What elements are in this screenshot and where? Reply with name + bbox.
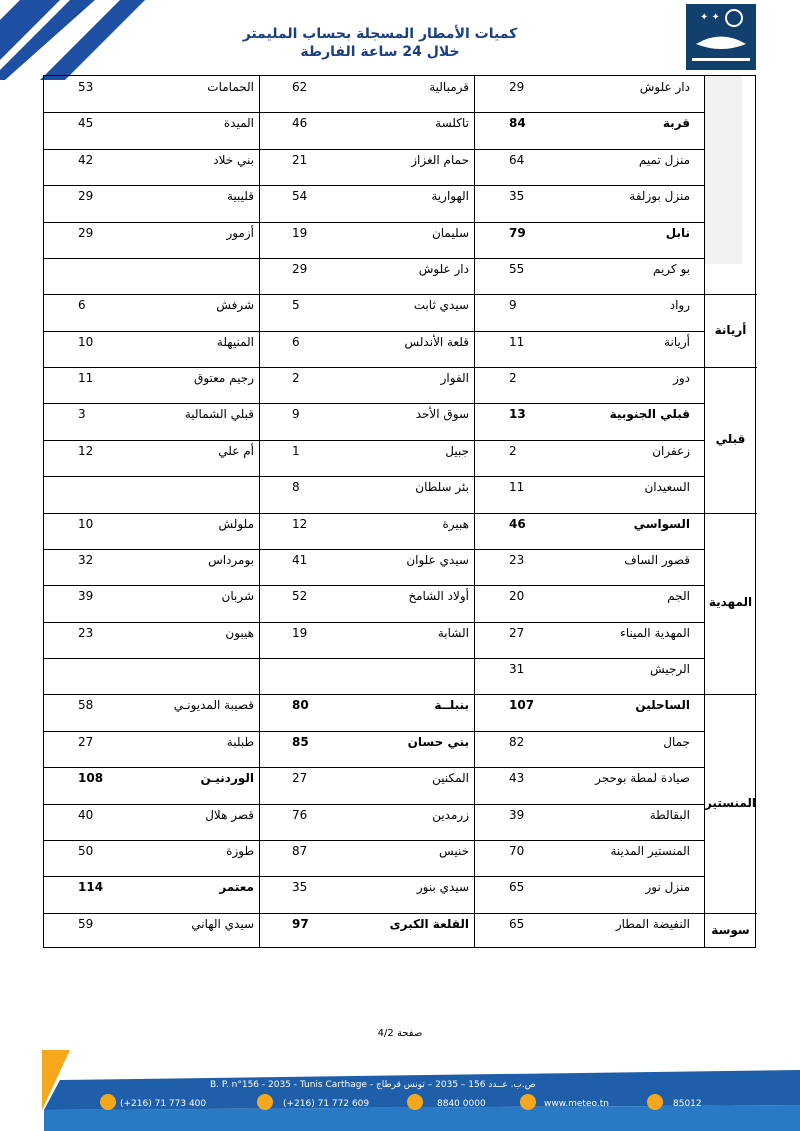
station-name: سيدي علوان bbox=[406, 552, 469, 567]
station-name: رواد bbox=[669, 298, 690, 313]
rainfall-value: 50 bbox=[78, 843, 94, 858]
station-name: دار علوش bbox=[418, 261, 469, 276]
rainfall-value: 46 bbox=[509, 516, 526, 531]
station-name: أولاد الشامخ bbox=[408, 589, 469, 604]
rainfall-value: 45 bbox=[78, 116, 94, 131]
row-divider bbox=[44, 513, 704, 514]
blank-governorate-cell bbox=[705, 76, 742, 264]
station-name: سيدي بنور bbox=[416, 880, 469, 895]
station-name: سيدي ثابت bbox=[413, 298, 469, 313]
row-divider bbox=[44, 476, 704, 477]
rainfall-table bbox=[43, 75, 756, 948]
svg-text:(+216) 71 773 400: (+216) 71 773 400 bbox=[120, 1099, 207, 1109]
page-subtitle: خلال 24 ساعة الفارطة bbox=[300, 44, 460, 60]
group-divider bbox=[704, 367, 757, 368]
globe-icon bbox=[520, 1094, 536, 1110]
row-divider bbox=[44, 840, 704, 841]
svg-text:(+216) 71 772 609: (+216) 71 772 609 bbox=[283, 1099, 370, 1109]
rainfall-value: 79 bbox=[509, 225, 526, 240]
station-name: النفيضة المطار bbox=[615, 916, 690, 931]
station-name: بنبلــة bbox=[434, 698, 469, 713]
rainfall-value: 54 bbox=[292, 189, 308, 204]
row-divider bbox=[44, 622, 704, 623]
rainfall-value: 42 bbox=[78, 152, 94, 167]
group-divider bbox=[704, 694, 757, 695]
rainfall-value: 2 bbox=[509, 443, 517, 458]
svg-text:85012: 85012 bbox=[673, 1099, 702, 1109]
page-number: صفحة 4/2 bbox=[377, 1028, 423, 1039]
station-name: القلعة الكبرى bbox=[389, 916, 469, 931]
rainfall-value: 35 bbox=[292, 880, 308, 895]
institute-logo bbox=[686, 4, 756, 70]
rainfall-value: 2 bbox=[292, 371, 300, 385]
station-name: جمال bbox=[663, 734, 690, 749]
row-divider bbox=[44, 112, 704, 113]
rainfall-value: 62 bbox=[292, 80, 308, 94]
corner-stripes-decoration bbox=[0, 0, 150, 80]
page-title: كميات الأمطار المسجلة بحساب المليمتر bbox=[242, 26, 518, 42]
station-name: منزل نور bbox=[645, 880, 690, 895]
station-name: بني حسان bbox=[407, 734, 469, 749]
station-name: قرمبالية bbox=[429, 80, 469, 94]
rainfall-value: 10 bbox=[78, 334, 94, 349]
footer-band bbox=[0, 1050, 800, 1131]
rainfall-value: 53 bbox=[78, 80, 94, 94]
station-name: بومرداس bbox=[208, 552, 254, 567]
rainfall-value: 58 bbox=[78, 698, 94, 713]
rainfall-value: 23 bbox=[509, 552, 525, 567]
rainfall-value: 2 bbox=[509, 371, 517, 385]
rainfall-value: 64 bbox=[509, 152, 525, 167]
station-name: سليمان bbox=[431, 225, 469, 240]
station-name: المنستير المدينة bbox=[610, 843, 690, 858]
station-name: الساحلين bbox=[635, 698, 690, 713]
station-name: السواسي bbox=[633, 516, 690, 531]
fax-icon bbox=[647, 1094, 663, 1110]
rainfall-value: 29 bbox=[78, 189, 94, 204]
station-name: طبلبة bbox=[226, 734, 254, 749]
rainfall-value: 114 bbox=[78, 880, 104, 895]
station-name: سوق الأحد bbox=[415, 407, 469, 422]
station-name: رجيم معتوق bbox=[194, 371, 254, 385]
rainfall-value: 41 bbox=[292, 552, 308, 567]
rainfall-value: 39 bbox=[509, 807, 525, 822]
station-name: الفوار bbox=[440, 371, 469, 385]
station-name: قلعة الأندلس bbox=[404, 334, 469, 349]
rainfall-value: 87 bbox=[292, 843, 308, 858]
station-name: منزل تميم bbox=[638, 152, 690, 167]
station-name: المهدية الميناء bbox=[620, 625, 690, 640]
station-name: بئر سلطان bbox=[415, 480, 469, 495]
station-name: منزل بوزلفة bbox=[629, 189, 690, 204]
row-divider bbox=[44, 258, 704, 259]
station-name: نابل bbox=[665, 225, 690, 240]
station-name: السعيدان bbox=[644, 480, 690, 495]
station-name: تاكلسة bbox=[435, 116, 469, 131]
rainfall-value: 5 bbox=[292, 298, 300, 313]
rainfall-value: 6 bbox=[292, 334, 300, 349]
rainfall-value: 11 bbox=[509, 334, 525, 349]
phone-icon bbox=[257, 1094, 273, 1110]
rainfall-value: 9 bbox=[509, 298, 517, 313]
station-name: هبيرة bbox=[442, 516, 469, 531]
rainfall-value: 32 bbox=[78, 552, 94, 567]
rainfall-value: 76 bbox=[292, 807, 308, 822]
station-name: الهوارية bbox=[431, 189, 469, 204]
rainfall-value: 27 bbox=[78, 734, 94, 749]
governorate-label: المنستير bbox=[704, 795, 757, 810]
row-divider bbox=[44, 403, 704, 404]
rainfall-value: 27 bbox=[509, 625, 525, 640]
column-divider bbox=[259, 76, 260, 947]
station-name: قليبية bbox=[226, 189, 254, 204]
station-name: قبلي الشمالية bbox=[184, 407, 254, 422]
column-divider bbox=[474, 76, 475, 947]
rainfall-value: 21 bbox=[292, 152, 308, 167]
rainfall-value: 11 bbox=[509, 480, 525, 495]
station-name: الجم bbox=[667, 589, 690, 604]
row-divider bbox=[44, 913, 704, 914]
rainfall-value: 46 bbox=[292, 116, 308, 131]
svg-text:✦ ✦: ✦ ✦ bbox=[700, 12, 720, 23]
rainfall-value: 11 bbox=[78, 371, 94, 385]
rainfall-value: 29 bbox=[509, 80, 525, 94]
rainfall-value: 40 bbox=[78, 807, 94, 822]
rainfall-value: 82 bbox=[509, 734, 525, 749]
station-name: شرفش bbox=[216, 298, 254, 313]
station-name: معتمر bbox=[219, 880, 254, 895]
rainfall-value: 80 bbox=[292, 698, 309, 713]
station-name: بني خلاد bbox=[213, 152, 254, 167]
rainfall-value: 31 bbox=[509, 662, 525, 676]
rainfall-value: 52 bbox=[292, 589, 308, 604]
group-divider bbox=[704, 913, 757, 914]
station-name: قربة bbox=[662, 116, 690, 131]
station-name: حمام الغزاز bbox=[411, 152, 469, 167]
station-name: قبلي الجنوبية bbox=[609, 407, 690, 422]
station-name: الشابة bbox=[437, 625, 469, 640]
station-name: هيبون bbox=[225, 625, 254, 640]
station-name: زعفران bbox=[652, 443, 690, 458]
rainfall-value: 13 bbox=[509, 407, 526, 422]
rainfall-value: 84 bbox=[509, 116, 526, 131]
rainfall-value: 43 bbox=[509, 771, 525, 786]
phone-icon bbox=[100, 1094, 116, 1110]
rainfall-value: 12 bbox=[78, 443, 94, 458]
rainfall-value: 70 bbox=[509, 843, 525, 858]
station-name: صيادة لمطة بوحجر bbox=[595, 771, 690, 786]
station-name: أزمور bbox=[226, 225, 254, 240]
row-divider bbox=[44, 585, 704, 586]
row-divider bbox=[44, 876, 704, 877]
row-divider bbox=[44, 440, 704, 441]
rainfall-value: 12 bbox=[292, 516, 308, 531]
row-divider bbox=[44, 185, 704, 186]
rainfall-value: 65 bbox=[509, 916, 525, 931]
svg-text:8840 0000: 8840 0000 bbox=[437, 1099, 486, 1109]
station-name: أريانة bbox=[664, 334, 690, 349]
governorate-label: سوسة bbox=[711, 922, 750, 937]
station-name: المكنين bbox=[432, 771, 469, 786]
rainfall-value: 27 bbox=[292, 771, 308, 786]
rainfall-value: 59 bbox=[78, 916, 94, 931]
station-name: المنيهلة bbox=[216, 334, 254, 349]
station-name: بو كريم bbox=[652, 261, 690, 276]
rainfall-value: 55 bbox=[509, 261, 525, 276]
rainfall-value: 29 bbox=[292, 261, 308, 276]
group-divider bbox=[704, 513, 757, 514]
row-divider bbox=[44, 549, 704, 550]
station-name: الحمامات bbox=[207, 80, 254, 94]
rainfall-value: 19 bbox=[292, 625, 308, 640]
station-name: دوز bbox=[673, 371, 690, 385]
phone-icon bbox=[407, 1094, 423, 1110]
row-divider bbox=[44, 149, 704, 150]
footer-address: B. P. n°156 - 2035 - Tunis Carthage - ص.ب. عــدد 156 – 2035 – تونس قرطاج bbox=[210, 1080, 536, 1090]
rainfall-value: 107 bbox=[509, 698, 535, 713]
rainfall-value: 65 bbox=[509, 880, 525, 895]
station-name: طوزة bbox=[226, 843, 254, 858]
station-name: الميدة bbox=[223, 116, 254, 131]
station-name: الوردنيـن bbox=[200, 771, 254, 786]
rainfall-value: 39 bbox=[78, 589, 94, 604]
rainfall-value: 20 bbox=[509, 589, 525, 604]
rainfall-value: 9 bbox=[292, 407, 300, 422]
governorate-label: المهدية bbox=[708, 595, 753, 610]
rainfall-value: 85 bbox=[292, 734, 309, 749]
rainfall-value: 10 bbox=[78, 516, 94, 531]
station-name: دار علوش bbox=[639, 80, 690, 94]
rainfall-value: 35 bbox=[509, 189, 525, 204]
group-divider bbox=[704, 294, 757, 295]
row-divider bbox=[44, 294, 704, 295]
rainfall-value: 97 bbox=[292, 916, 309, 931]
website-link[interactable]: www.meteo.tn bbox=[544, 1099, 609, 1109]
station-name: خنيس bbox=[439, 843, 469, 858]
governorate-label: قبلي bbox=[715, 431, 746, 446]
row-divider bbox=[44, 367, 704, 368]
station-name: أم علي bbox=[218, 443, 254, 458]
station-name: قصيبة المديونـي bbox=[173, 698, 254, 713]
row-divider bbox=[44, 658, 704, 659]
station-name: قصر هلال bbox=[205, 807, 254, 822]
row-divider bbox=[44, 731, 704, 732]
rainfall-value: 3 bbox=[78, 407, 86, 422]
rainfall-value: 1 bbox=[292, 443, 300, 458]
station-name: ملولش bbox=[218, 516, 254, 531]
row-divider bbox=[44, 767, 704, 768]
row-divider bbox=[44, 331, 704, 332]
rainfall-value: 8 bbox=[292, 480, 300, 495]
rainfall-value: 29 bbox=[78, 225, 94, 240]
station-name: شربان bbox=[221, 589, 254, 604]
rainfall-value: 23 bbox=[78, 625, 94, 640]
rainfall-value: 108 bbox=[78, 771, 104, 786]
row-divider bbox=[44, 804, 704, 805]
rainfall-value: 19 bbox=[292, 225, 308, 240]
governorate-label: أريانة bbox=[714, 322, 747, 337]
station-name: جبيل bbox=[445, 443, 469, 458]
station-name: قصور الساف bbox=[624, 552, 690, 567]
station-name: البقالطة bbox=[649, 807, 690, 822]
station-name: سيدي الهاني bbox=[191, 916, 254, 931]
station-name: الرجيش bbox=[650, 662, 690, 676]
station-name: زرمدين bbox=[432, 807, 469, 822]
row-divider bbox=[44, 222, 704, 223]
row-divider bbox=[44, 694, 704, 695]
rainfall-value: 6 bbox=[78, 298, 86, 313]
